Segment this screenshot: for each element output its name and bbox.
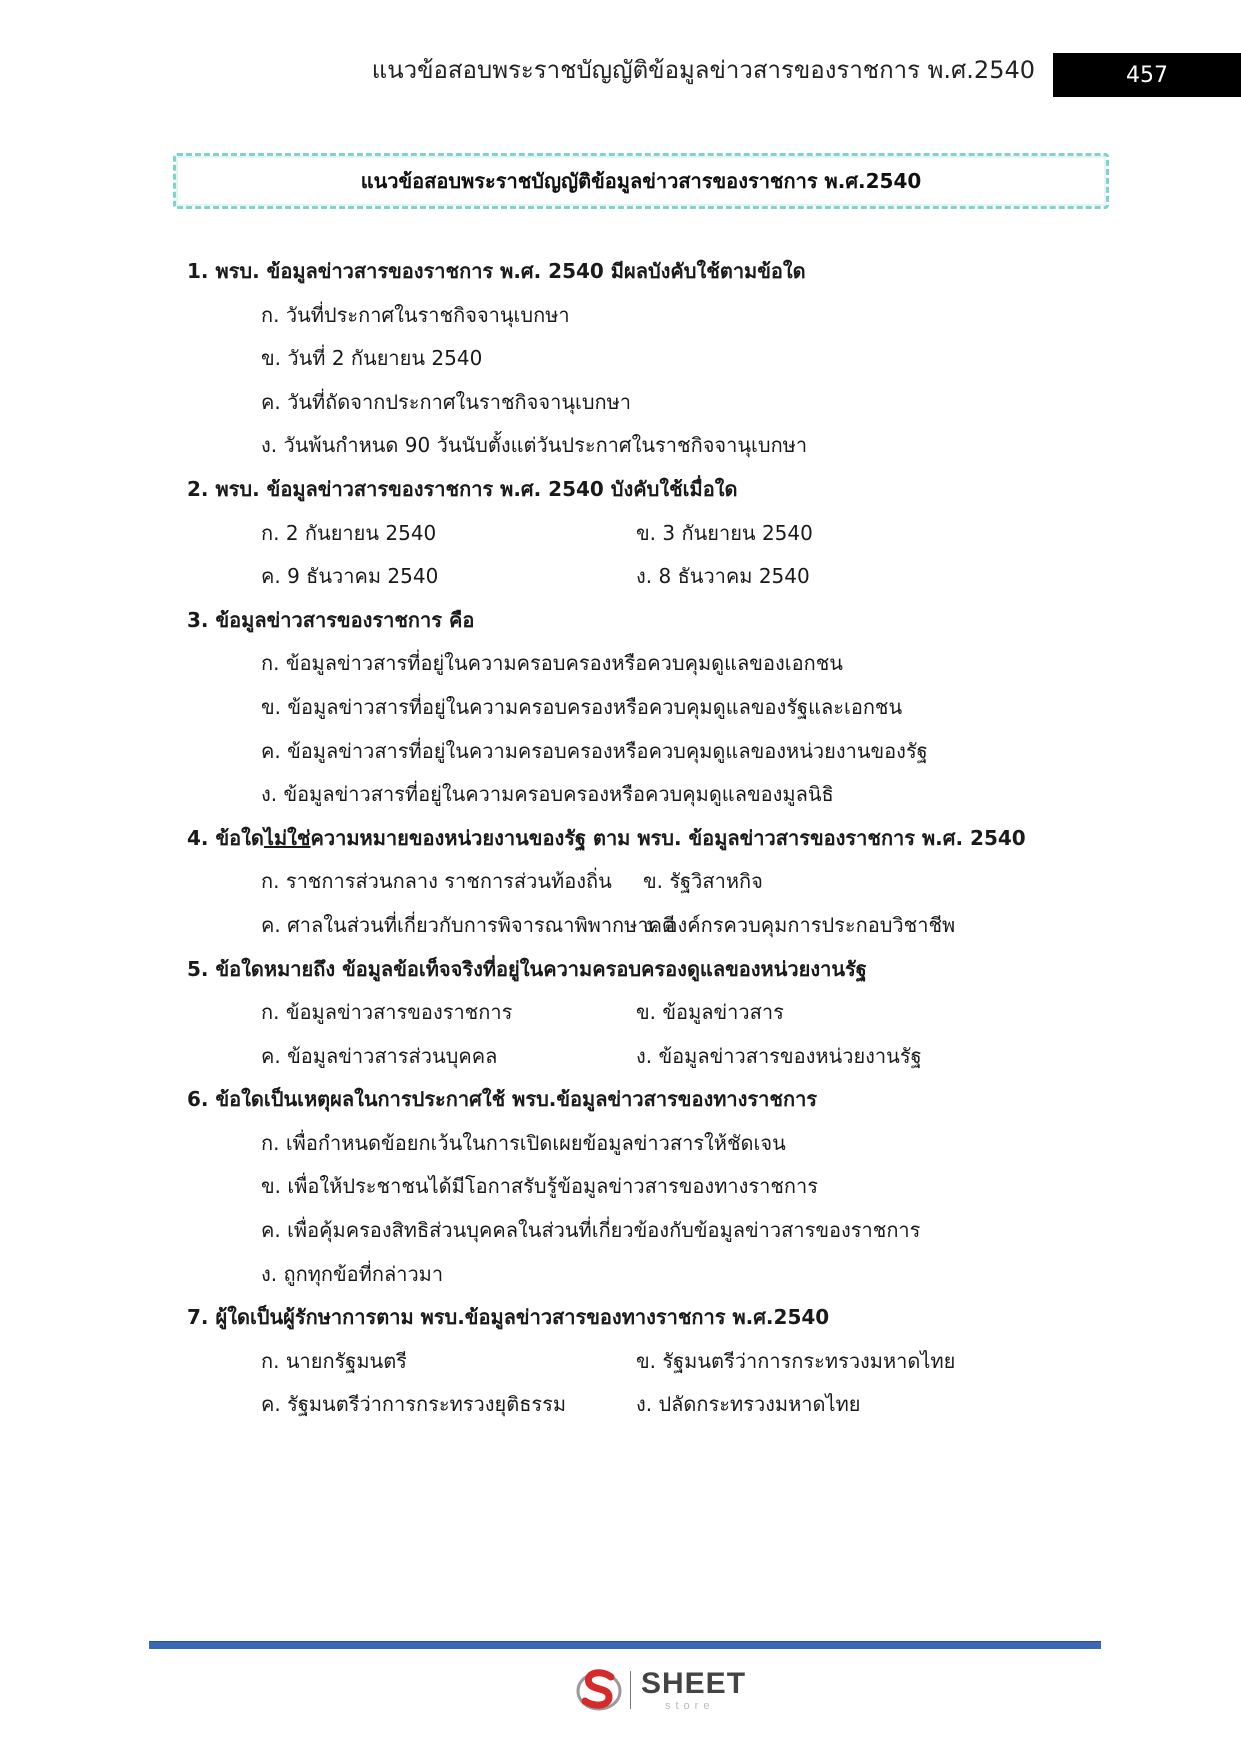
q5-options-row-2	[187, 1035, 1087, 1079]
q6-option-c: ค. เพื่อคุ้มครองสิทธิส่วนบุคคลในส่วนที่เกี่ยวข้องกับข้อมูลข่าวสารของราชการ	[261, 1218, 921, 1243]
q3-option-c: ค. ข้อมูลข่าวสารที่อยู่ในความครอบครองหรือควบคุมดูแลของหน่วยงานของรัฐ	[261, 738, 928, 763]
q4-option-c: ค. ศาลในส่วนที่เกี่ยวกับการพิจารณาพิพากษาคดี	[261, 912, 675, 937]
q1-option-c: ค. วันที่ถัดจากประกาศในราชกิจจานุเบกษา	[261, 389, 632, 414]
q1-option-d: ง. วันพ้นกำหนด 90 วันนับตั้งแต่วันประกาศในราชกิจจานุเบกษา	[261, 433, 808, 458]
q6-option-d: ง. ถูกทุกข้อที่กล่าวมา	[261, 1261, 444, 1286]
q7-option-d: ง. ปลัดกระทรวงมหาดไทย	[636, 1392, 861, 1417]
q4-option-b: ข. รัฐวิสาหกิจ	[643, 869, 763, 894]
q5-option-b: ข. ข้อมูลข่าวสาร	[636, 1000, 784, 1025]
running-header-title: แนวข้อสอบพระราชบัญญัติข้อมูลข่าวสารของราชการ พ.ศ.2540	[371, 56, 1035, 84]
q4-options-row-2	[187, 904, 1087, 948]
question-2: 2. พรบ. ข้อมูลข่าวสารของราชการ พ.ศ. 2540 บังคับใช้เมื่อใด	[187, 476, 738, 501]
q5-option-d: ง. ข้อมูลข่าวสารของหน่วยงานรัฐ	[636, 1043, 922, 1068]
question-3: 3. ข้อมูลข่าวสารของราชการ คือ	[187, 607, 475, 632]
q7-options-row-2	[187, 1383, 1087, 1427]
q2-option-c: ค. 9 ธันวาคม 2540	[261, 564, 439, 589]
q6-option-b: ข. เพื่อให้ประชาชนได้มีโอกาสรับรู้ข้อมูลข่าวสารของทางราชการ	[261, 1174, 819, 1199]
footer-divider	[149, 1641, 1101, 1649]
question-list	[187, 250, 1087, 1427]
section-title-box	[173, 153, 1109, 209]
q2-option-a: ก. 2 กันยายน 2540	[261, 520, 437, 545]
question-1: 1. พรบ. ข้อมูลข่าวสารของราชการ พ.ศ. 2540 มีผลบังคับใช้ตามข้อใด	[187, 259, 806, 283]
sheet-store-logo	[575, 1665, 745, 1715]
logo-brand-text: SHEET	[641, 1667, 747, 1700]
q6-option-a: ก. เพื่อกำหนดข้อยกเว้นในการเปิดเผยข้อมูลข่าวสารให้ชัดเจน	[261, 1130, 786, 1155]
q2-option-d: ง. 8 ธันวาคม 2540	[636, 564, 810, 589]
page-number-box	[1053, 53, 1241, 97]
page-number: 457	[1126, 62, 1168, 88]
q4-options-row-1	[187, 860, 1087, 904]
question-4	[187, 817, 1087, 861]
q2-option-b: ข. 3 กันยายน 2540	[636, 520, 813, 545]
q4-option-a: ก. ราชการส่วนกลาง ราชการส่วนท้องถิ่น	[261, 869, 612, 894]
logo-brand-subtext: store	[665, 1700, 715, 1712]
q4-text-prefix: 4. ข้อใด	[187, 825, 264, 850]
section-title: แนวข้อสอบพระราชบัญญัติข้อมูลข่าวสารของราชการ พ.ศ.2540	[360, 169, 922, 193]
q4-text-underline: ไม่ใช่	[263, 825, 311, 850]
q2-options-row-2	[187, 555, 1087, 599]
q3-option-d: ง. ข้อมูลข่าวสารที่อยู่ในความครอบครองหรือควบคุมดูแลของมูลนิธิ	[261, 782, 834, 807]
q3-option-a: ก. ข้อมูลข่าวสารที่อยู่ในความครอบครองหรือควบคุมดูแลของเอกชน	[261, 651, 843, 676]
q7-option-b: ข. รัฐมนตรีว่าการกระทรวงมหาดไทย	[636, 1348, 956, 1373]
q4-text-suffix: ความหมายของหน่วยงานของรัฐ ตาม พรบ. ข้อมูลข่าวสารของราชการ พ.ศ. 2540	[310, 825, 1026, 850]
question-6: 6. ข้อใดเป็นเหตุผลในการประกาศใช้ พรบ.ข้อมูลข่าวสารของทางราชการ	[187, 1087, 818, 1112]
q5-option-c: ค. ข้อมูลข่าวสารส่วนบุคคล	[261, 1043, 498, 1068]
question-7: 7. ผู้ใดเป็นผู้รักษาการตาม พรบ.ข้อมูลข่าวสารของทางราชการ พ.ศ.2540	[187, 1305, 830, 1330]
q3-option-b: ข. ข้อมูลข่าวสารที่อยู่ในความครอบครองหรือควบคุมดูแลของรัฐและเอกชน	[261, 694, 903, 719]
q4-option-d: ง. องค์กรควบคุมการประกอบวิชาชีพ	[643, 912, 956, 937]
q7-option-a: ก. นายกรัฐมนตรี	[261, 1348, 407, 1373]
q5-options-row-1	[187, 991, 1087, 1035]
q7-option-c: ค. รัฐมนตรีว่าการกระทรวงยุติธรรม	[261, 1392, 567, 1417]
q1-option-a: ก. วันที่ประกาศในราชกิจจานุเบกษา	[261, 302, 570, 327]
q1-option-b: ข. วันที่ 2 กันยายน 2540	[261, 346, 483, 371]
sheet-s-logo-icon	[575, 1665, 631, 1715]
q2-options-row-1	[187, 512, 1087, 556]
question-5: 5. ข้อใดหมายถึง ข้อมูลข้อเท็จจริงที่อยู่ในความครอบครองดูแลของหน่วยงานรัฐ	[187, 956, 867, 981]
q7-options-row-1	[187, 1340, 1087, 1384]
q5-option-a: ก. ข้อมูลข่าวสารของราชการ	[261, 1000, 513, 1025]
